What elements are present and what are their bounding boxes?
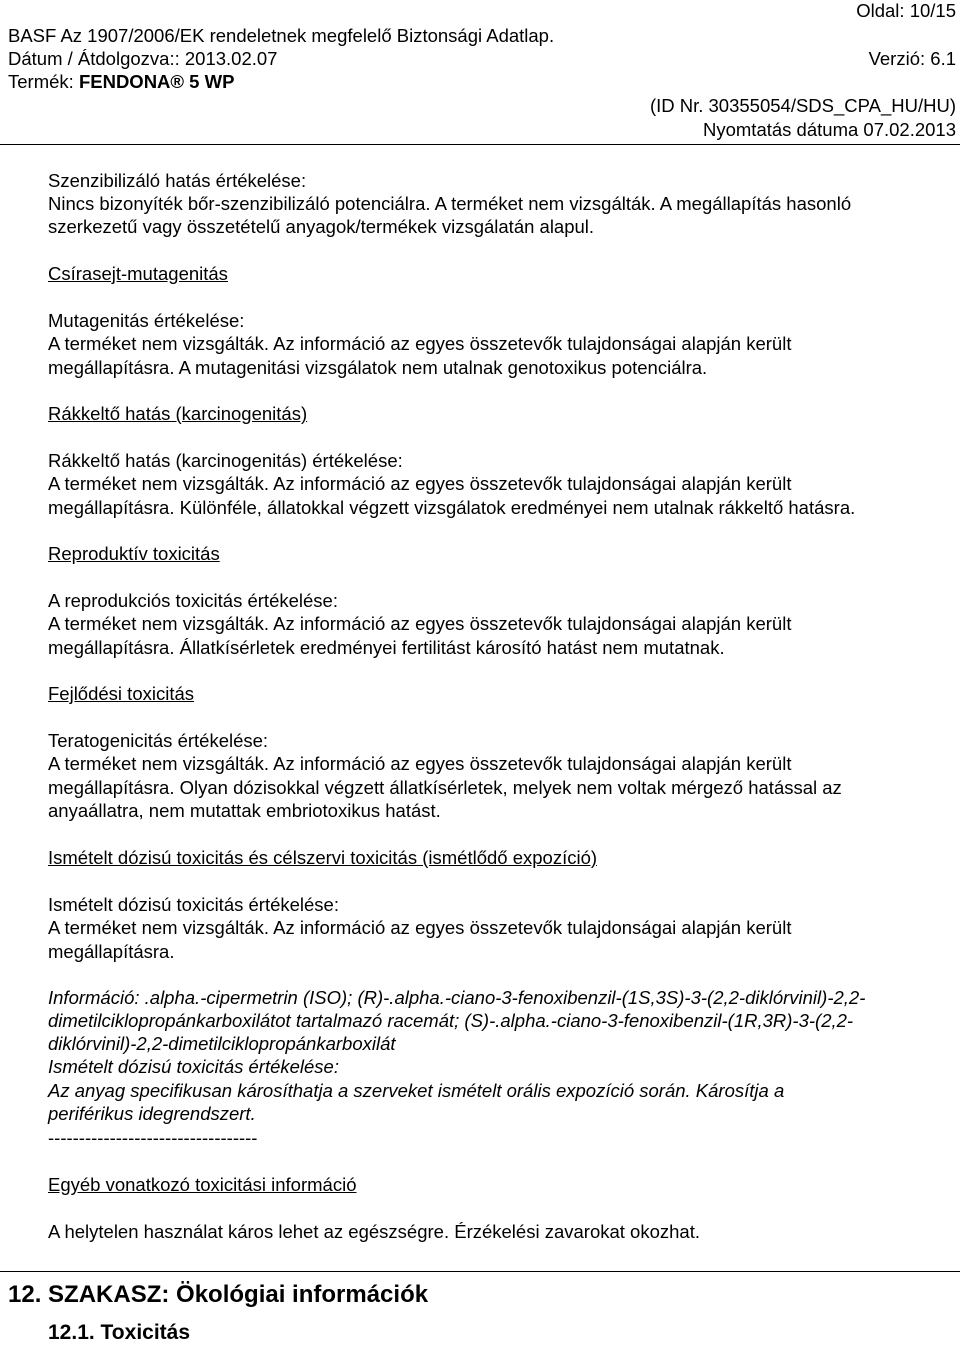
mutagenicity-assessment-label: Mutagenitás értékelése: <box>48 310 245 331</box>
carcinogenicity-heading: Rákkeltő hatás (karcinogenitás) <box>48 403 308 424</box>
body-line: megállapításra. A mutagenitási vizsgálatok nem utalnak genotoxikus potenciálra. <box>48 357 708 378</box>
body-line: megállapításra. Állatkísérletek eredményei fertilitást károsító hatást nem mutatnak. <box>48 637 725 658</box>
version: Verzió: 6.1 <box>868 48 956 69</box>
repeated-dose-heading: Ismételt dózisú toxicitás és célszervi toxicitás (ismétlődő expozíció) <box>48 847 598 868</box>
body-line: A terméket nem vizsgálták. Az információ az egyes összetevők tulajdonságai alapján került <box>48 333 792 354</box>
product-label: Termék: <box>8 71 79 92</box>
body-line: szerkezetű vagy összetételű anyagok/termékek vizsgálatán alapul. <box>48 216 595 237</box>
teratogenicity-assessment-label: Teratogenicitás értékelése: <box>48 730 269 751</box>
regulation-title: BASF Az 1907/2006/EK rendeletnek megfelelő Biztonsági Adatlap. <box>8 25 555 46</box>
other-toxicity-heading: Egyéb vonatkozó toxicitási információ <box>48 1174 357 1195</box>
product <box>8 71 234 93</box>
information-line: periférikus idegrendszert. <box>48 1103 256 1124</box>
carcinogenicity-assessment-label: Rákkeltő hatás (karcinogenitás) értékelése: <box>48 450 403 471</box>
information-line: dimetilciklopropánkarboxilátot tartalmazó racemát; (S)-.alpha.-ciano-3-fenoxibenzil-(1R,3R)-3-(2,2- <box>48 1010 854 1031</box>
reproductive-assessment-label: A reprodukciós toxicitás értékelése: <box>48 590 338 611</box>
body-line: A terméket nem vizsgálták. Az információ az egyes összetevők tulajdonságai alapján került <box>48 753 792 774</box>
body-line: megállapításra. Különféle, állatokkal végzett vizsgálatok eredményei nem utalnak rákkeltő hatásra. <box>48 497 856 518</box>
page-number: Oldal: 10/15 <box>856 0 956 21</box>
body-line: A terméket nem vizsgálták. Az információ az egyes összetevők tulajdonságai alapján került <box>48 917 792 938</box>
body-line: A terméket nem vizsgálták. Az információ az egyes összetevők tulajdonságai alapján került <box>48 613 792 634</box>
information-line: diklórvinil)-2,2-dimetilciklopropánkarboxilát <box>48 1033 396 1054</box>
subsection-title: 12.1. Toxicitás <box>48 1321 191 1344</box>
section-divider <box>0 1271 960 1272</box>
header-divider <box>0 144 960 145</box>
information-line: Az anyag specifikusan károsíthatja a szerveket ismételt orális expozíció során. Károsítja a <box>48 1080 785 1101</box>
section-title: 12. SZAKASZ: Ökológiai információk <box>8 1281 429 1308</box>
body-line: megállapításra. <box>48 941 175 962</box>
revision-date: Dátum / Átdolgozva:: 2013.02.07 <box>8 48 278 69</box>
repeated-dose-assessment-label-italic: Ismételt dózisú toxicitás értékelése: <box>48 1056 339 1077</box>
information-line: Információ: .alpha.-cipermetrin (ISO); (R)-.alpha.-ciano-3-fenoxibenzil-(1S,3S)-3-(2,2-diklórvinil)-2,2- <box>48 987 866 1008</box>
document-id: (ID Nr. 30355054/SDS_CPA_HU/HU) <box>649 95 956 116</box>
product-name: FENDONA® 5 WP <box>78 71 235 92</box>
reproductive-toxicity-heading: Reproduktív toxicitás <box>48 543 220 564</box>
body-line: A terméket nem vizsgálták. Az információ az egyes összetevők tulajdonságai alapján került <box>48 473 792 494</box>
sensitization-heading: Szenzibilizáló hatás értékelése: <box>48 170 307 191</box>
body-line: A helytelen használat káros lehet az egészségre. Érzékelési zavarokat okozhat. <box>48 1221 700 1242</box>
body-line: Nincs bizonyíték bőr-szenzibilizáló potenciálra. A terméket nem vizsgálták. A megállapítás hasonló <box>48 193 852 214</box>
dash-separator: ---------------------------------- <box>48 1127 258 1148</box>
developmental-toxicity-heading: Fejlődési toxicitás <box>48 683 195 704</box>
repeated-dose-assessment-label: Ismételt dózisú toxicitás értékelése: <box>48 894 339 915</box>
print-date: Nyomtatás dátuma 07.02.2013 <box>703 119 956 140</box>
body-line: anyaállatra, nem mutattak embriotoxikus hatást. <box>48 800 441 821</box>
body-line: megállapításra. Olyan dózisokkal végzett állatkísérletek, melyek nem voltak mérgező hatással az <box>48 777 842 798</box>
germ-cell-mutagenicity-heading: Csírasejt-mutagenitás <box>48 263 228 284</box>
